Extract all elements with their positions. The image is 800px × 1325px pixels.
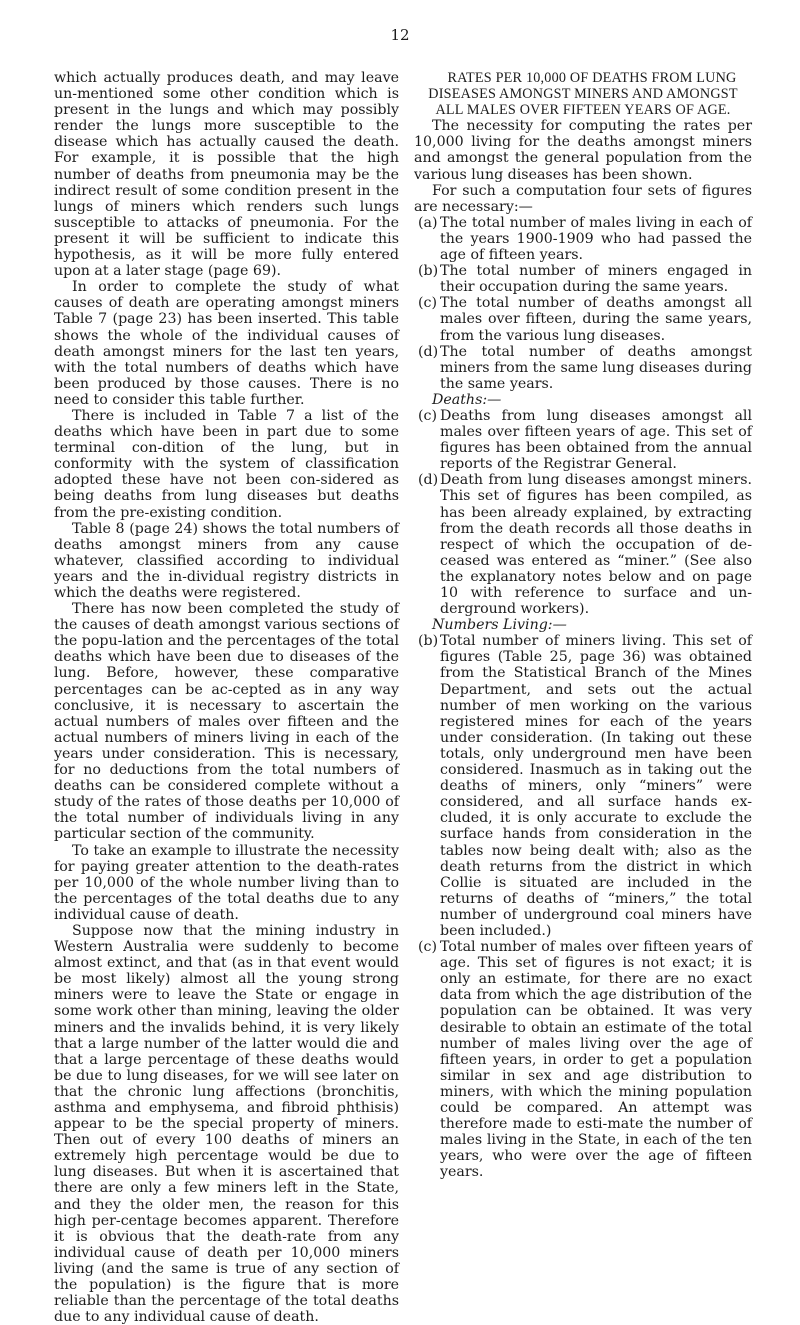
- list-item-text: Death from lung diseases amongst miners. This set of figures has been compiled, as has been already explained, by extracting from the death records all those deaths in respect of which the occupation of de-ceased was entered as “miner.” (See also the explanatory notes below and on page 10 with reference to surface and un-derground workers).: [440, 472, 752, 618]
- list-item: [414, 215, 752, 263]
- paragraph: Suppose now that the mining industry in Western Australia were suddenly to become almost extinct, and that (as in that event would be most likely) almost all the young strong miners were to leave the State or engage in some work other than mining, leaving the older miners and the invalids behind, it is very likely that a large number of the latter would die and that a large percentage of these deaths would be due to lung diseases, for we will see later on that the chronic lung affections (bronchitis, asthma and emphysema, and fibroid phthisis) appear to be the special property of miners. Then out of every 100 deaths of miners an extremely high percentage would be due to lung diseases. But when it is ascertained that there are only a few miners left in the State, and they the older men, the reason for this high per-centage becomes apparent. Therefore it is obvious that the death-rate from any individual cause of death per 10,000 miners living (and the same is true of any section of the population) is the figure that is more reliable than the percentage of the total deaths due to any individual cause of death.: [54, 922, 399, 1325]
- list-item-text: The total number of deaths amongst all males over fifteen, during the same years, from the various lung diseases.: [440, 295, 752, 344]
- list-item: [414, 939, 752, 1180]
- paragraph: The necessity for computing the rates per 10,000 living for the deaths amongst miners and amongst the general population from the various lung diseases has been shown.: [414, 118, 752, 183]
- list-item-text: The total number of deaths amongst miners from the same lung diseases during the same years.: [440, 343, 752, 392]
- list-item: [414, 263, 752, 295]
- list-item-label: (c): [418, 295, 438, 312]
- paragraph: There is included in Table 7 a list of the deaths which have been in part due to some terminal con-dition of the lung, but in conformity with the system of classification adopted these have not been con-sidered as being deaths from lung diseases but deaths from the pre-existing condition.: [54, 407, 399, 521]
- list-item-label: (c): [418, 939, 438, 956]
- list-item-label: (d): [418, 343, 439, 360]
- list-item-text: Total number of males over fifteen years of age. This set of figures is not exact; it is only an estimate, for there are no exact data from which the age distribution of the population can be obtained. It was very desirable to obtain an estimate of the total number of males living over the age of fifteen years, in order to get a population similar in sex and age distribution to miners, with which the mining population could be compared. An attempt was therefore made to esti-mate the number of males living in the State, in each of the ten years, who were over the age of fifteen years.: [440, 939, 752, 1181]
- paragraph: which actually produces death, and may leave un-mentioned some other condition which is present in the lungs and which may possibly render the lungs more susceptible to the disease which has actually caused the death. For example, it is possible that the high number of deaths from pneumonia may be the indirect result of some condition present in the lungs of miners which renders such lungs susceptible to attacks of pneumonia. For the present it will be sufficient to indicate this hypothesis, as it will be more fully entered upon at a later stage (page 69).: [54, 70, 399, 280]
- subheading-numbers-living: Numbers Living:—: [432, 617, 567, 634]
- list-item-text: The total number of miners engaged in their occupation during the same years.: [440, 263, 752, 296]
- list-item-text: The total number of males living in each of the years 1900-1909 who had passed the age of fifteen years.: [440, 214, 752, 264]
- list-item: [414, 408, 752, 472]
- list-item-label: (d): [418, 472, 439, 489]
- paragraph: To take an example to illustrate the necessity for paying greater attention to the death-rates per 10,000 of the whole number living than to the percentages of the total deaths due to any individual cause of death.: [54, 842, 399, 923]
- left-column: [54, 70, 399, 1325]
- list-item-text: Total number of miners living. This set of figures (Table 25, page 36) was obtained from the Statistical Branch of the Mines Department, and sets out the actual number of men working on the various registered mines for each of the years under consideration. (In taking out these totals, only underground men have been considered. Inasmuch as in taking out the deaths of miners, only “miners” were considered, and all surface hands ex-cluded, it is only accurate to exclude the surface hands from consideration in the tables now being dealt with; also as the death returns from the district in which Collie is situated are included in the returns of deaths of “miners,” the total number of underground coal miners have been included.): [440, 633, 752, 939]
- page-number: 12: [390, 26, 410, 44]
- paragraph: For such a computation four sets of figures are necessary:—: [414, 182, 752, 215]
- paragraph: In order to complete the study of what causes of death are operating amongst miners Table 7 (page 23) has been inserted. This table shows the whole of the individual causes of death amongst miners for the last ten years, with the total numbers of deaths which have been produced by those causes. There is no need to consider this table further.: [54, 279, 399, 408]
- paragraph: There has now been completed the study of the causes of death amongst various sections of the popu-lation and the percentages of the total deaths which have been due to diseases of the lung. Before, however, these comparative percentages can be ac-cepted as in any way conclusive, it is necessary to ascertain the actual numbers of males over fifteen and the actual numbers of miners living in each of the years under consideration. This is necessary, for no deductions from the total numbers of deaths can be considered complete without a study of the rates of those deaths per 10,000 of the total number of individuals living in any particular section of the community.: [54, 601, 399, 843]
- list-item-label: (b): [418, 633, 439, 650]
- list-item: [414, 472, 752, 617]
- list-item-label: (a): [418, 214, 438, 231]
- list-item: [414, 633, 752, 939]
- right-column: [414, 70, 752, 1180]
- paragraph: Table 8 (page 24) shows the total numbers of deaths amongst miners from any cause whatever, classified according to individual years and the in-dividual registry districts in which the deaths were registered.: [54, 520, 399, 601]
- list-item-text: Deaths from lung diseases amongst all males over fifteen years of age. This set of figures has been obtained from the annual reports of the Registrar General.: [440, 407, 752, 473]
- list-item: [414, 344, 752, 392]
- list-item-label: (b): [418, 263, 439, 280]
- list-item-label: (c): [418, 407, 438, 424]
- section-heading: RATES PER 10,000 OF DEATHS FROM LUNG DISEASES AMONGST MINERS AND AMONGST ALL MALES OVER FIFTEEN YEARS OF AGE.: [428, 70, 738, 119]
- subheading-deaths: Deaths:—: [432, 391, 502, 408]
- list-item: [414, 295, 752, 343]
